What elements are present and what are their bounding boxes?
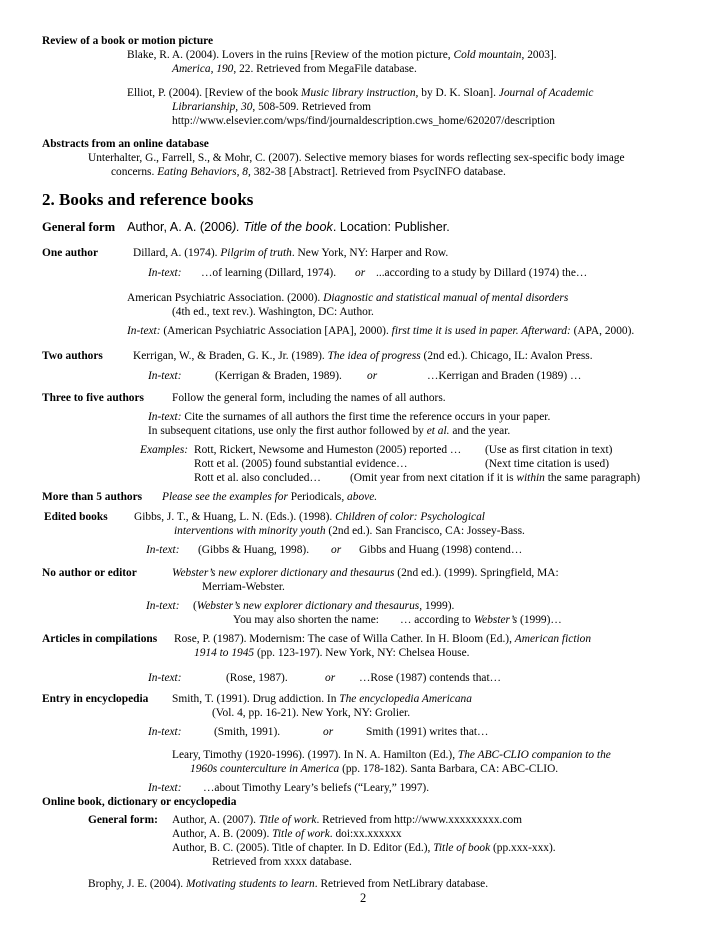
intext-label: In-text: bbox=[148, 267, 182, 279]
intext-webster-short: … according to Webster’s (1999)… bbox=[400, 614, 562, 626]
example-3: Rott et al. also concluded… bbox=[194, 472, 321, 484]
page-number: 2 bbox=[360, 891, 367, 905]
encyclopedia-label: Entry in encyclopedia bbox=[42, 693, 149, 705]
intext-dillard-2: ...according to a study by Dillard (1974) the… bbox=[376, 267, 588, 279]
reference-gibbs-line1: Gibbs, J. T., & Huang, L. N. (Eds.). (1998). Children of color: Psychological bbox=[134, 511, 485, 523]
intext-label: In-text: bbox=[148, 782, 182, 794]
reference-leary-line1: Leary, Timothy (1920-1996). (1997). In N. A. Hamilton (Ed.), The ABC-CLIO companion to the bbox=[172, 749, 611, 761]
examples-label: Examples: bbox=[140, 444, 189, 456]
intext-rose-2: …Rose (1987) contends that… bbox=[359, 672, 502, 684]
three-to-five-intext: In-text: Cite the surnames of all authors the first time the reference occurs in your paper. bbox=[148, 411, 551, 423]
no-author-label: No author or editor bbox=[42, 567, 137, 579]
reference-apa-line1: American Psychiatric Association. (2000). Diagnostic and statistical manual of mental disorders bbox=[127, 292, 569, 304]
or-label: or bbox=[331, 544, 342, 556]
reference-smith-line2: (Vol. 4, pp. 16-21). New York, NY: Grolier. bbox=[212, 707, 411, 719]
example-1-note: (Use as first citation in text) bbox=[485, 444, 613, 456]
intext-leary: …about Timothy Leary’s beliefs (“Leary,” 1997). bbox=[203, 782, 430, 794]
online-general-label: General form: bbox=[88, 814, 158, 826]
intext-gibbs-1: (Gibbs & Huang, 1998). bbox=[198, 544, 310, 556]
intext-webster: (Webster’s new explorer dictionary and thesaurus, 1999). bbox=[193, 600, 455, 612]
section-title: 2. Books and reference books bbox=[42, 190, 254, 209]
more-than-five-label: More than 5 authors bbox=[42, 491, 143, 503]
general-form: General form Author, A. A. (2006). Title of the book. Location: Publisher. bbox=[42, 220, 450, 234]
example-3-note: (Omit year from next citation if it is within the same paragraph) bbox=[350, 472, 641, 484]
or-label: or bbox=[323, 726, 334, 738]
three-to-five-label: Three to five authors bbox=[42, 392, 144, 404]
intext-label: In-text: bbox=[148, 370, 182, 382]
online-general-2: Author, A. B. (2009). Title of work. doi:xx.xxxxxx bbox=[172, 828, 402, 840]
reference-elliot-url: http://www.elsevier.com/wps/find/journaldescription.cws_home/620207/description bbox=[172, 115, 555, 127]
example-2-note: (Next time citation is used) bbox=[485, 458, 610, 470]
reference-webster-line2: Merriam-Webster. bbox=[202, 581, 285, 593]
more-than-five-text: Please see the examples for Periodicals, above. bbox=[162, 491, 378, 503]
intext-apa: In-text: (American Psychiatric Association [APA], 2000). first time it is used in paper. Afterward: (APA, 2000). bbox=[127, 325, 635, 337]
online-general-1: Author, A. (2007). Title of work. Retrieved from http://www.xxxxxxxxx.com bbox=[172, 814, 522, 826]
three-to-five-text: Follow the general form, including the names of all authors. bbox=[172, 392, 446, 404]
reference-brophy: Brophy, J. E. (2004). Motivating students to learn. Retrieved from NetLibrary database. bbox=[88, 878, 489, 890]
intext-gibbs-2: Gibbs and Huang (1998) contend… bbox=[359, 544, 523, 556]
reference-leary-line2: 1960s counterculture in America (pp. 178-182). Santa Barbara, CA: ABC-CLIO. bbox=[190, 763, 559, 775]
reference-gibbs-line2: interventions with minority youth (2nd ed.). San Francisco, CA: Jossey-Bass. bbox=[174, 525, 525, 537]
review-heading: Review of a book or motion picture bbox=[42, 35, 214, 47]
online-heading: Online book, dictionary or encyclopedia bbox=[42, 796, 237, 808]
or-label: or bbox=[355, 267, 366, 279]
intext-label: In-text: bbox=[148, 672, 182, 684]
reference-rose-line2: 1914 to 1945 (pp. 123-197). New York, NY: Chelsea House. bbox=[194, 647, 470, 659]
reference-blake-line2: America, 190, 22. Retrieved from MegaFile database. bbox=[172, 63, 417, 75]
three-to-five-subsequent: In subsequent citations, use only the first author followed by et al. and the year. bbox=[148, 425, 511, 437]
reference-rose-line1: Rose, P. (1987). Modernism: The case of Willa Cather. In H. Bloom (Ed.), American fiction bbox=[174, 633, 592, 645]
reference-kerrigan: Kerrigan, W., & Braden, G. K., Jr. (1989). The idea of progress (2nd ed.). Chicago, IL: Avalon Press. bbox=[133, 350, 593, 362]
intext-label: In-text: bbox=[148, 726, 182, 738]
reference-webster-line1: Webster’s new explorer dictionary and thesaurus (2nd ed.). (1999). Springfield, MA: bbox=[172, 567, 559, 579]
intext-label: In-text: bbox=[146, 600, 180, 612]
reference-elliot-line2: Librarianship, 30, 508-509. Retrieved from bbox=[172, 101, 372, 113]
abstracts-heading: Abstracts from an online database bbox=[42, 138, 209, 150]
reference-blake-line1: Blake, R. A. (2004). Lovers in the ruins [Review of the motion picture, Cold mountain, 2003]. bbox=[127, 49, 557, 61]
shorten-note: You may also shorten the name: bbox=[233, 614, 379, 626]
reference-apa-line2: (4th ed., text rev.). Washington, DC: Author. bbox=[172, 306, 374, 318]
reference-smith-line1: Smith, T. (1991). Drug addiction. In The encyclopedia Americana bbox=[172, 693, 472, 705]
edited-books-label: Edited books bbox=[44, 511, 108, 523]
online-general-4: Retrieved from xxxx database. bbox=[212, 856, 352, 868]
intext-smith-1: (Smith, 1991). bbox=[214, 726, 281, 738]
intext-rose-1: (Rose, 1987). bbox=[226, 672, 288, 684]
intext-smith-2: Smith (1991) writes that… bbox=[366, 726, 489, 738]
online-general-3: Author, B. C. (2005). Title of chapter. In D. Editor (Ed.), Title of book (pp.xxx-xxx). bbox=[172, 842, 556, 854]
example-1: Rott, Rickert, Newsome and Humeston (2005) reported … bbox=[194, 444, 462, 456]
intext-label: In-text: bbox=[146, 544, 180, 556]
reference-dillard: Dillard, A. (1974). Pilgrim of truth. New York, NY: Harper and Row. bbox=[133, 247, 449, 259]
compilations-label: Articles in compilations bbox=[42, 633, 158, 645]
or-label: or bbox=[325, 672, 336, 684]
reference-unterhalter-line2: concerns. Eating Behaviors, 8, 382-38 [Abstract]. Retrieved from PsycINFO database. bbox=[111, 166, 506, 178]
reference-unterhalter-line1: Unterhalter, G., Farrell, S., & Mohr, C. (2007). Selective memory biases for words reflecting sex-specific body image bbox=[88, 152, 625, 164]
reference-elliot-line1: Elliot, P. (2004). [Review of the book Music library instruction, by D. K. Sloan]. Journal of Academic bbox=[127, 87, 594, 99]
two-authors-label: Two authors bbox=[42, 350, 103, 362]
one-author-label: One author bbox=[42, 247, 99, 259]
or-label: or bbox=[367, 370, 378, 382]
intext-dillard-1: …of learning (Dillard, 1974). bbox=[201, 267, 337, 279]
intext-kerrigan-2: …Kerrigan and Braden (1989) … bbox=[427, 370, 582, 382]
example-2: Rott et al. (2005) found substantial evidence… bbox=[194, 458, 408, 470]
intext-kerrigan-1: (Kerrigan & Braden, 1989). bbox=[215, 370, 342, 382]
